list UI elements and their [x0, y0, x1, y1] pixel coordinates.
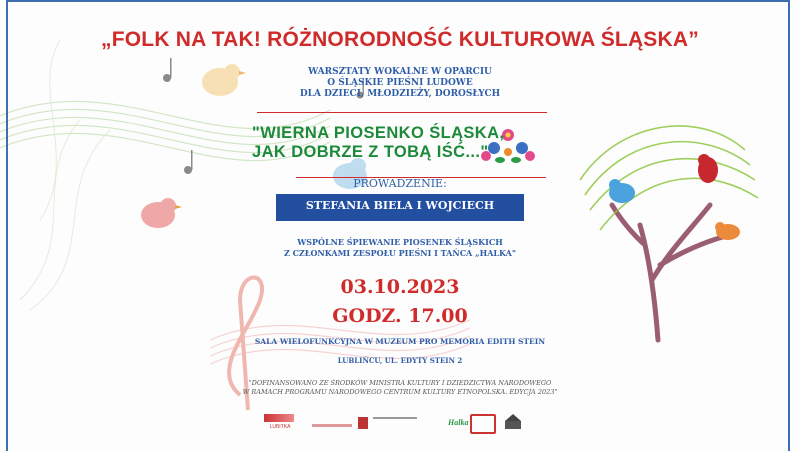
workshop-line-1: WARSZTATY WOKALNE W OPARCIU: [308, 67, 492, 77]
song-title: [252, 124, 504, 162]
funding-line-1: "DOFINANSOWANO ZE ŚRODKÓW MINISTRA KULTURY I DZIEDZICTWA NARODOWEGO: [248, 379, 552, 387]
workshop-line-3: DLA DZIECI, MŁODZIEŻY, DOROSŁYCH: [299, 89, 501, 99]
event-time: GODZ. 17.00: [332, 305, 468, 327]
singing-line-1: WSPÓLNE ŚPIEWANIE PIOSENEK ŚLĄSKICH: [297, 237, 503, 247]
workshop-line-2: O ŚLĄSKIE PIEŚNI LUDOWE: [327, 78, 473, 88]
event-date: 03.10.2023: [340, 276, 460, 298]
lead-names: STEFANIA BIELA I WOJCIECH POPRAWA: [305, 199, 495, 232]
ministry-logo: [358, 414, 418, 436]
venue-line-1: SALA WIELOFUNKCYJNA W MUZEUM PRO MEMORIA EDITH STEIN: [254, 337, 546, 346]
funding-line-2: W RAMACH PROGRAMU NARODOWEGO CENTRUM KULTURY ETNOPOLSKA. EDYCJA 2023": [242, 388, 558, 396]
divider-top: [257, 112, 547, 113]
museum-logo: [312, 414, 352, 436]
song-title-line-2: JAK DOBRZE Z TOBĄ IŚĆ...": [252, 143, 489, 161]
singing-line-2: Z CZŁONKAMI ZESPOŁU PIEŚNI I TAŃCA „HALKA": [283, 248, 517, 258]
nck-logo: [470, 414, 498, 436]
page-title: „FOLK NA TAK! RÓŻNORODNOŚĆ KULTUROWA ŚLĄSKA”: [101, 28, 699, 51]
lubitka-logo: LUBITKA: [258, 414, 302, 436]
halka-logo: Halka: [448, 418, 469, 427]
venue-line-2: LUBLIŃCU, UL. EDYTY STEIN 2: [337, 356, 463, 365]
lead-box: [276, 194, 524, 232]
song-title-line-1: "WIERNA PIOSENKO ŚLĄSKA,: [252, 124, 505, 142]
lead-label: PROWADZENIE:: [353, 177, 447, 190]
house-logo: [505, 414, 521, 436]
